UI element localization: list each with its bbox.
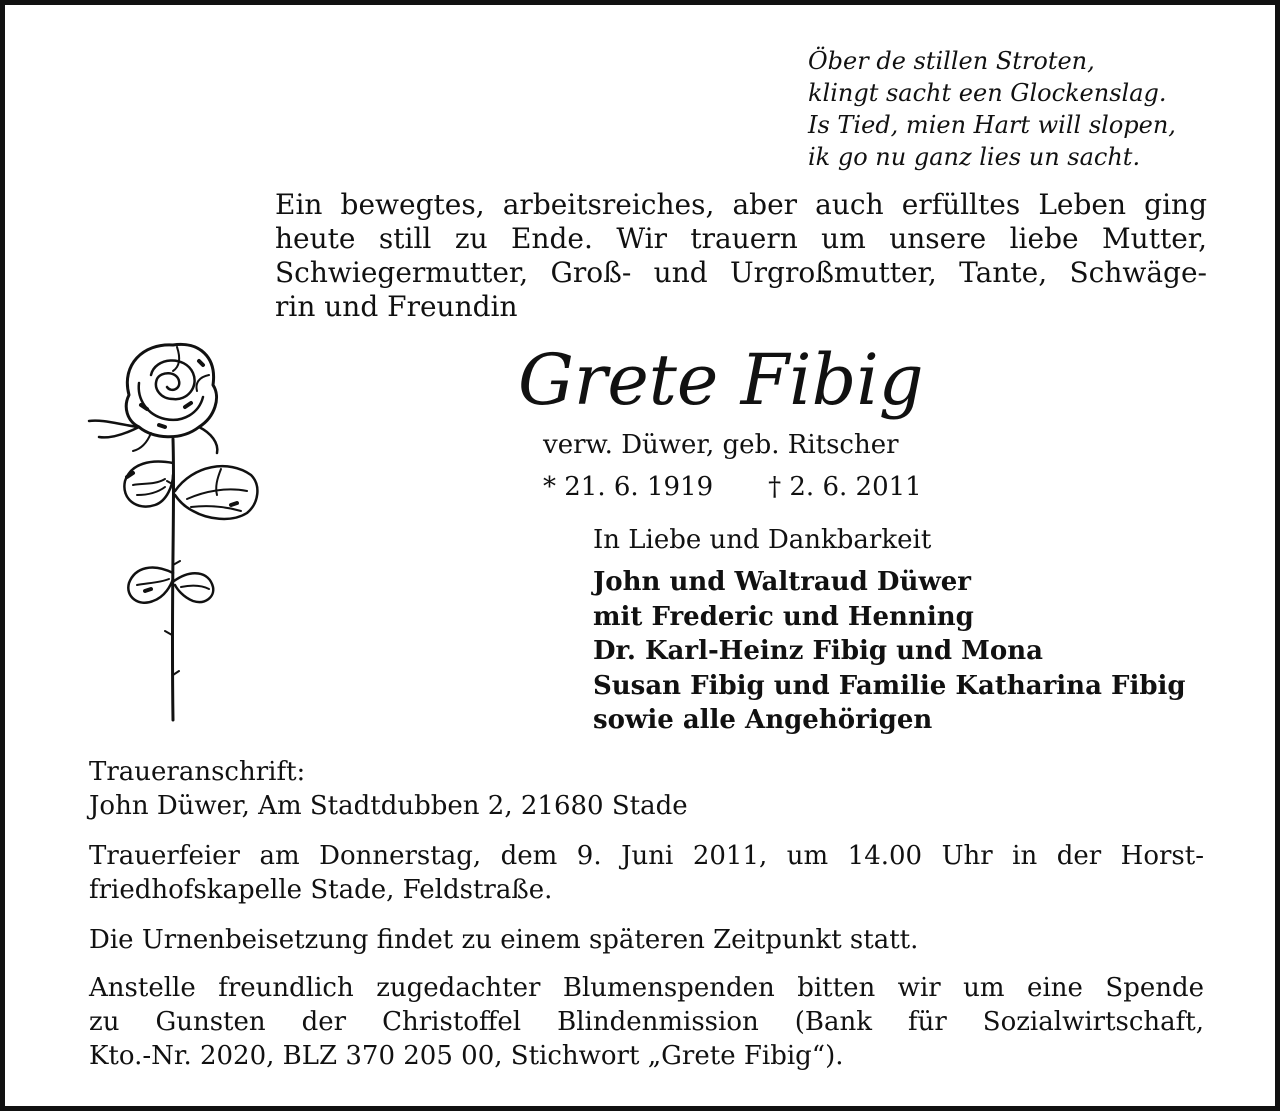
life-dates: [543, 470, 922, 504]
mourning-address: [89, 755, 1204, 823]
donation-line: Kto.-Nr. 2020, BLZ 370 205 00, Stichwort „Grete Fibig“).: [89, 1041, 844, 1071]
intro-line: heute still zu Ende. Wir trauern um unsere liebe Mutter,: [275, 222, 1207, 255]
address-label: Traueranschrift:: [89, 757, 306, 787]
poem-line: Is Tied, mien Hart will slopen,: [808, 111, 1176, 139]
donation-line: zu Gunsten der Christoffel Blindenmission (Bank für Sozialwirtschaft,: [89, 1007, 1204, 1037]
service-line: Trauerfeier am Donnerstag, dem 9. Juni 2011, um 14.00 Uhr in der Horst-: [89, 841, 1204, 871]
urn-line: Die Urnenbeisetzung findet zu einem späteren Zeitpunkt statt.: [89, 925, 919, 955]
death-date: † 2. 6. 2011: [768, 472, 922, 502]
intro-text: [275, 188, 1207, 324]
service-line: friedhofskapelle Stade, Feldstraße.: [89, 875, 553, 905]
address-line: John Düwer, Am Stadtdubben 2, 21680 Stade: [89, 791, 688, 821]
poem-line: ik go nu ganz lies un sacht.: [808, 143, 1141, 171]
intro-line: Schwiegermutter, Groß- und Urgroßmutter, Tante, Schwäge-: [275, 256, 1207, 289]
poem-line: klingt sacht een Glockenslag.: [808, 79, 1167, 107]
poem-line: Öber de stillen Stroten,: [808, 47, 1095, 75]
mourner-line: Dr. Karl-Heinz Fibig und Mona: [593, 636, 1044, 666]
intro-line: rin und Freundin: [275, 290, 518, 323]
donation-line: Anstelle freundlich zugedachter Blumenspenden bitten wir um eine Spende: [89, 973, 1204, 1003]
mourner-line: Susan Fibig und Familie Katharina Fibig: [593, 670, 1186, 701]
dedication-line: In Liebe und Dankbarkeit: [593, 525, 932, 555]
mourner-line: mit Frederic und Henning: [593, 601, 974, 632]
poem-verse: [808, 45, 1228, 173]
donation-text: [89, 971, 1204, 1073]
urn-burial-text: [89, 923, 1204, 957]
intro-line: Ein bewegtes, arbeitsreiches, aber auch erfülltes Leben ging: [275, 188, 1207, 221]
deceased-name: Grete Fibig: [518, 339, 924, 421]
funeral-service-text: [89, 839, 1204, 907]
mourner-line: sowie alle Angehörigen: [593, 705, 933, 735]
birth-date: * 21. 6. 1919: [543, 472, 714, 502]
maiden-name: verw. Düwer, geb. Ritscher: [543, 430, 899, 460]
mourner-line: John und Waltraud Düwer: [593, 567, 971, 597]
mourners-list: [593, 565, 1186, 738]
rose-icon: [81, 335, 271, 725]
